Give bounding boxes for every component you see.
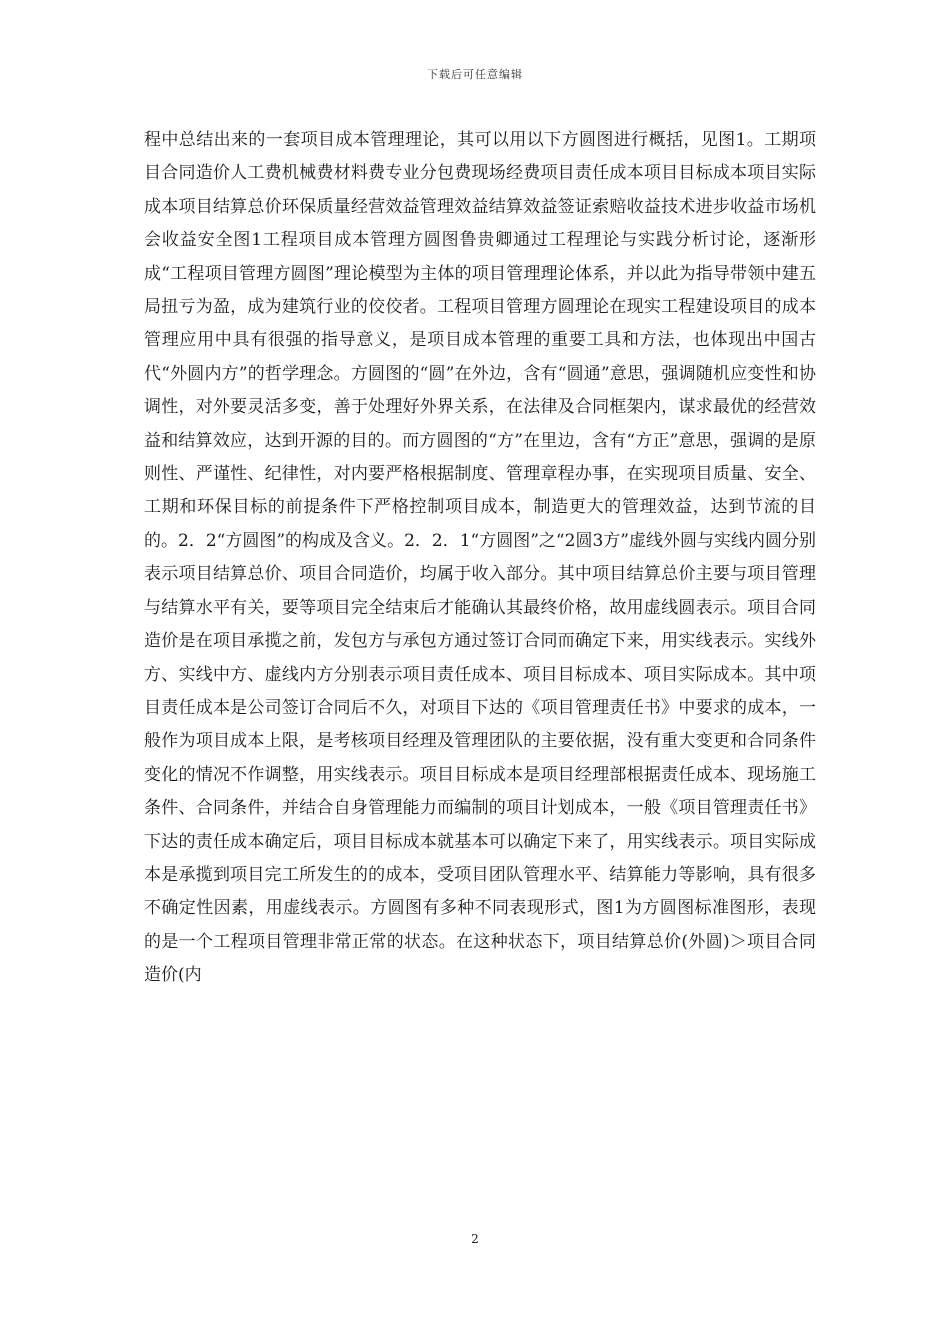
body-paragraph: 程中总结出来的一套项目成本管理理论，其可以用以下方圆图进行概括，见图1。工期项目合同造价人工费机械费材料费专业分包费现场经费项目责任成本项目目标成本项目实际成本项目结算总价环保质量经营效益管理效益结算效益签证索赔收益技术进步收益市场机会收益安全图1工程项目成本管理方圆图鲁贵卿通过工程理论与实践分析讨论，逐渐形成“工程项目管理方圆图”理论模型为主体的项目管理理论体系，并以此为指导带领中建五局扭亏为盈，成为建筑行业的佼佼者。工程项目管理方圆理论在现实工程建设项目的成本管理应用中具有很强的指导意义，是项目成本管理的重要工具和方法，也体现出中国古代“外圆内方”的哲学理念。方圆图的“圆”在外边，含有“圆通”意思，强调随机应变性和协调性，对外要灵活多变，善于处理好外界关系，在法律及合同框架内，谋求最优的经营效益和结算效应，达到开源的目的。而方圆图的“方”在里边，含有“方正”意思，强调的是原则性、严谨性、纪律性，对内要严格根据制度、管理章程办事，在实现项目质量、安全、工期和环保目标的前提条件下严格控制项目成本，制造更大的管理效益，达到节流的目的。2．2“方圆图”的构成及含义。2．2．1“方圆图”之“2圆3方”虚线外圆与实线内圆分别表示项目结算总价、项目合同造价，均属于收入部分。其中项目结算总价主要与项目管理与结算水平有关，要等项目完全结束后才能确认其最终价格，故用虚线圆表示。项目合同造价是在项目承揽之前，发包方与承包方通过签订合同而确定下来，用实线表示。实线外方、实线中方、虚线内方分别表示项目责任成本、项目目标成本、项目实际成本。其中项目责任成本是公司签订合同后不久，对项目下达的《项目管理责任书》中要求的成本，一般作为项目成本上限，是考核项目经理及管理团队的主要依据，没有重大变更和合同条件变化的情况不作调整，用实线表示。项目目标成本是项目经理部根据责任成本、现场施工条件、合同条件，并结合自身管理能力而编制的项目计划成本，一般《项目管理责任书》下达的责任成本确定后，项目目标成本就基本可以确定下来了，用实线表示。项目实际成本是承揽到项目完工所发生的的成本，受项目团队管理水平、结算能力等影响，具有很多不确定性因素，用虚线表示。方圆图有多种不同表现形式，图1为方圆图标准图形，表现的是一个工程项目管理非常正常的状态。在这种状态下，项目结算总价(外圆)＞项目合同造价(内 <box>144 130 816 986</box>
page-header: 下载后可任意编辑 <box>427 68 523 81</box>
page-number: 2 <box>471 1232 479 1246</box>
